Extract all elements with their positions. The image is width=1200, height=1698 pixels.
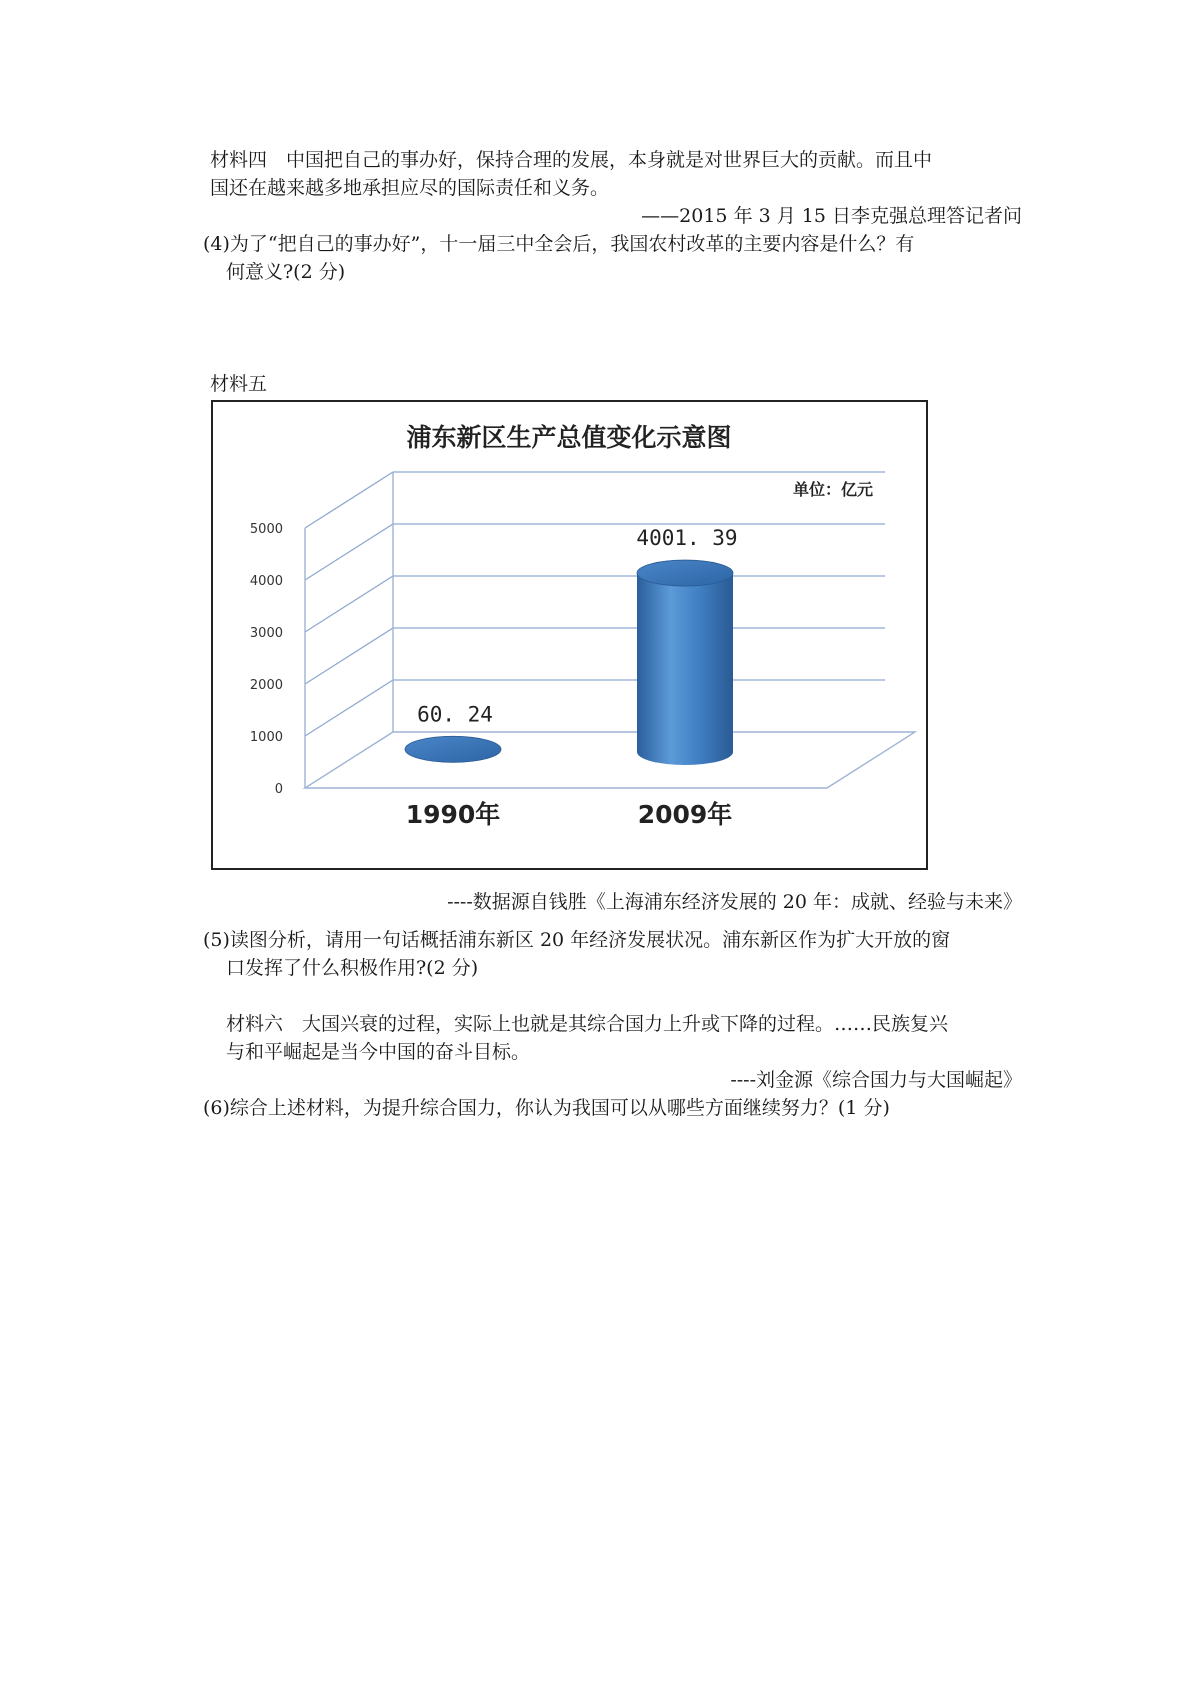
gdp-chart (211, 400, 928, 870)
material4-source: ——2015 年 3 月 15 日李克强总理答记者问 (641, 205, 1022, 227)
category-label: 1990年 (405, 800, 501, 829)
question6-line1: (6)综合上述材料，为提升综合国力，你认为我国可以从哪些方面继续努力？(1 分) (203, 1097, 890, 1119)
gridline-side-3 (305, 576, 393, 632)
material6-line1: 材料六 大国兴衰的过程，实际上也就是其综合国力上升或下降的过程。……民族复兴 (226, 1013, 949, 1035)
gridline-side-2 (305, 628, 393, 684)
chart-canvas (213, 402, 926, 868)
question5-line2: 口发挥了什么积极作用?(2 分) (226, 957, 479, 979)
chart-title: 浦东新区生产总值变化示意图 (406, 423, 732, 452)
bar-value-label: 4001. 39 (636, 526, 738, 551)
material5-label: 材料五 (210, 373, 268, 395)
material4-line1: 材料四 中国把自己的事办好，保持合理的发展，本身就是对世界巨大的贡献。而且中 (210, 149, 933, 171)
question5-line1: (5)读图分析，请用一句话概括浦东新区 20 年经济发展状况。浦东新区作为扩大开放的窗 (203, 929, 951, 951)
bar-top-1990年 (405, 736, 501, 762)
chart-unit-label: 单位：亿元 (792, 480, 873, 499)
material6-source: ----刘金源《综合国力与大国崛起》 (730, 1069, 1022, 1091)
y-tick-label: 4000 (249, 574, 283, 589)
gridline-side-1 (305, 680, 393, 736)
question4-line1: (4)为了“把自己的事办好”，十一届三中全会后，我国农村改革的主要内容是什么？有 (203, 233, 915, 255)
question4-line2: 何意义?(2 分) (226, 261, 346, 283)
y-tick-label: 5000 (249, 522, 283, 537)
y-tick-label: 1000 (249, 730, 283, 745)
y-tick-label: 3000 (249, 626, 283, 641)
material6-line2: 与和平崛起是当今中国的奋斗目标。 (226, 1041, 531, 1063)
material5-source: ----数据源自钱胜《上海浦东经济发展的 20 年：成就、经验与未来》 (447, 891, 1022, 913)
y-tick-label: 2000 (249, 678, 283, 693)
bar-value-label: 60. 24 (417, 702, 493, 727)
category-label: 2009年 (637, 800, 733, 829)
bar-top-2009年 (637, 560, 733, 586)
bar-2009年 (637, 573, 733, 765)
chart-floor (305, 732, 915, 788)
gridline-side-4 (305, 524, 393, 580)
gridline-side-5 (305, 472, 393, 528)
material4-line2: 国还在越来越多地承担应尽的国际责任和义务。 (210, 177, 610, 199)
y-tick-label: 0 (274, 782, 283, 797)
